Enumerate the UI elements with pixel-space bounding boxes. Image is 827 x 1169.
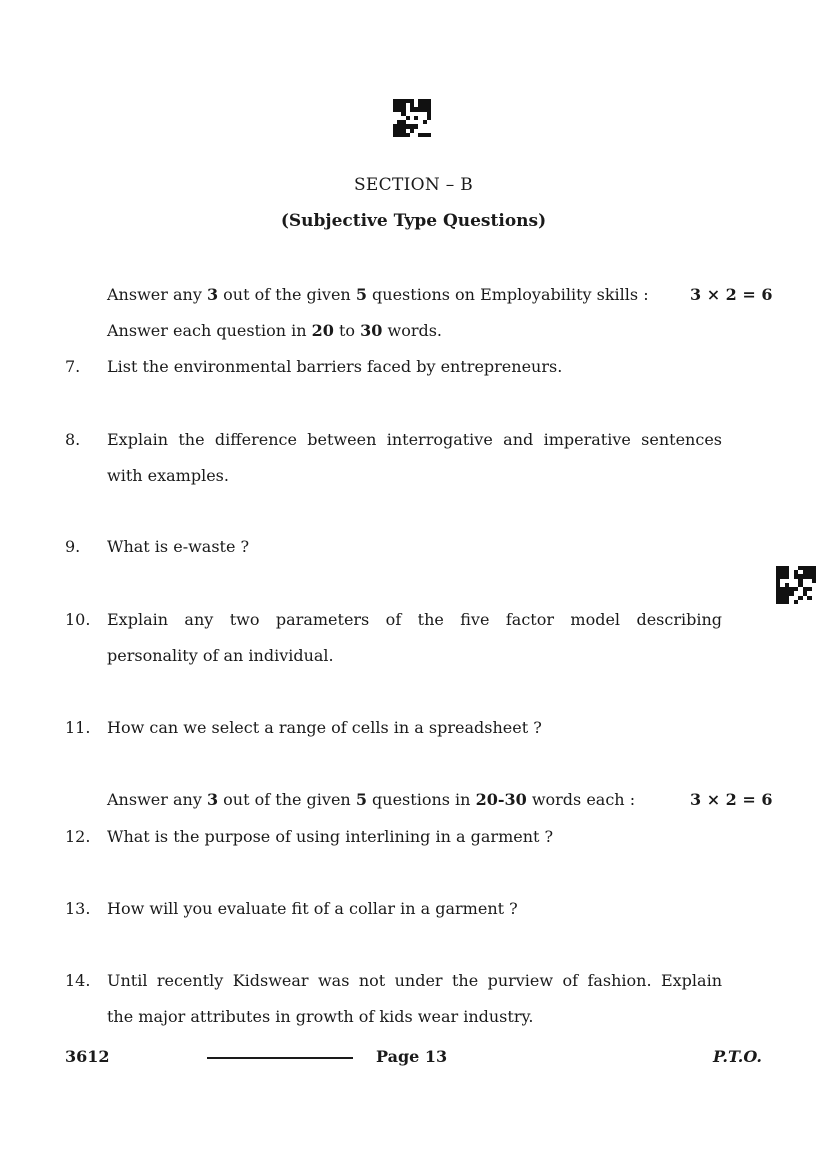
qr-code-icon bbox=[776, 566, 816, 604]
instruction-subject: Answer any 3 out of the given 5 questions in 20-30 words each : bbox=[107, 790, 636, 809]
pto-label: P.T.O. bbox=[713, 1047, 762, 1066]
question-text: How will you evaluate fit of a collar in a garment ? bbox=[107, 899, 518, 918]
question-number: 7. bbox=[65, 357, 81, 376]
question-text-continued: personality of an individual. bbox=[107, 646, 334, 665]
question-number: 8. bbox=[65, 430, 81, 449]
instruction-employability: Answer any 3 out of the given 5 questions on Employability skills : bbox=[107, 285, 649, 304]
qr-code-icon bbox=[393, 99, 431, 137]
question-text: Explain any two parameters of the five factor model describing bbox=[107, 610, 722, 629]
question-text-continued: with examples. bbox=[107, 466, 229, 485]
qr-module bbox=[427, 133, 431, 137]
question-text: What is e-waste ? bbox=[107, 537, 250, 556]
paper-code: 3612 bbox=[65, 1047, 110, 1066]
page-number: Page 13 bbox=[376, 1047, 448, 1066]
question-number: 13. bbox=[65, 899, 91, 918]
question-number: 12. bbox=[65, 827, 91, 846]
question-text: Explain the difference between interrogative and imperative sentences bbox=[107, 430, 722, 449]
question-text: Until recently Kidswear was not under the purview of fashion. Explain bbox=[107, 971, 722, 990]
question-text: List the environmental barriers faced by entrepreneurs. bbox=[107, 357, 563, 376]
question-number: 11. bbox=[65, 718, 91, 737]
instruction-word-limit: Answer each question in 20 to 30 words. bbox=[107, 321, 443, 340]
question-text: What is the purpose of using interlining in a garment ? bbox=[107, 827, 554, 846]
footer-divider bbox=[207, 1057, 353, 1059]
question-text: How can we select a range of cells in a spreadsheet ? bbox=[107, 718, 542, 737]
question-number: 10. bbox=[65, 610, 91, 629]
question-text-continued: the major attributes in growth of kids wear industry. bbox=[107, 1007, 534, 1026]
question-number: 9. bbox=[65, 537, 81, 556]
qr-module bbox=[812, 600, 816, 604]
marks-subject: 3 × 2 = 6 bbox=[690, 790, 773, 809]
question-number: 14. bbox=[65, 971, 91, 990]
section-title: SECTION – B bbox=[353, 175, 474, 195]
marks-employability: 3 × 2 = 6 bbox=[690, 285, 773, 304]
section-subtitle: (Subjective Type Questions) bbox=[280, 211, 547, 231]
